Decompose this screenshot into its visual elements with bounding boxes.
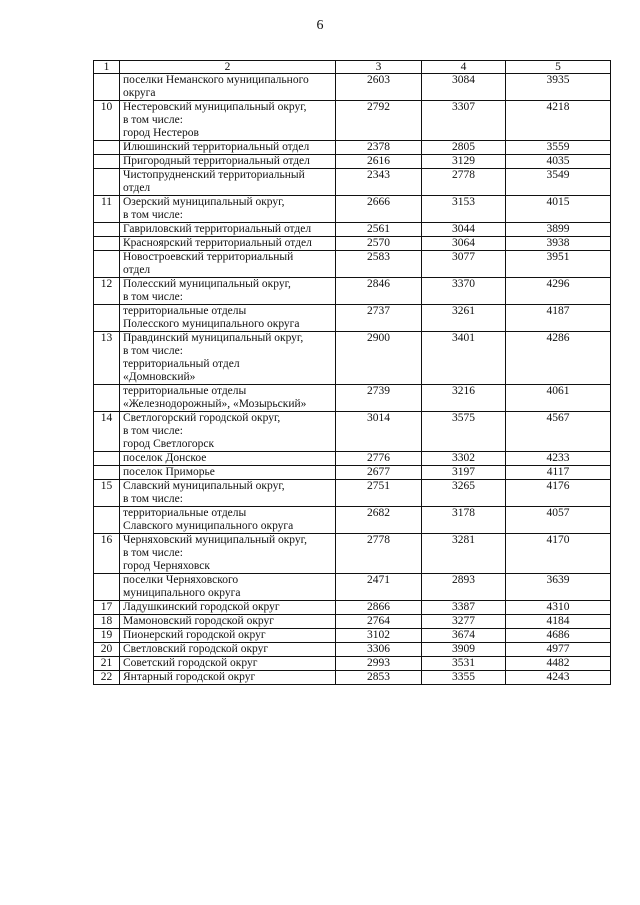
row-number: 17 (94, 601, 120, 615)
name-line: в том числе: (123, 425, 183, 437)
name-line: Пригородный территориальный отдел (123, 155, 310, 167)
name-line: Нестеровский муниципальный округ, (123, 101, 307, 113)
value-cell-v5: 4061 (506, 385, 611, 412)
value-cell-v4: 3401 (422, 332, 506, 385)
municipality-name (120, 507, 336, 534)
name-line: Мамоновский городской округ (123, 615, 274, 627)
name-line: в том числе: (123, 547, 183, 559)
value-cell-v4: 3674 (422, 629, 506, 643)
value-cell-v5: 4310 (506, 601, 611, 615)
row-number (94, 466, 120, 480)
name-line: Правдинский муниципальный округ, (123, 332, 304, 344)
value-cell-v3: 2378 (336, 141, 422, 155)
row-number (94, 452, 120, 466)
row-number (94, 155, 120, 169)
name-line: территориальный отдел (123, 358, 240, 370)
value-cell-v3: 2677 (336, 466, 422, 480)
value-cell-v3: 2853 (336, 671, 422, 685)
name-line: Полесский муниципальный округ, (123, 278, 291, 290)
row-number: 18 (94, 615, 120, 629)
value-cell-v5: 4482 (506, 657, 611, 671)
municipality-name (120, 223, 336, 237)
table-row (94, 237, 611, 251)
row-number: 15 (94, 480, 120, 507)
table-row (94, 507, 611, 534)
table-row (94, 332, 611, 385)
municipality-name (120, 332, 336, 385)
table-row (94, 223, 611, 237)
table-row (94, 251, 611, 278)
value-cell-v3: 3102 (336, 629, 422, 643)
municipality-name (120, 480, 336, 507)
table-row (94, 629, 611, 643)
value-cell-v4: 3084 (422, 74, 506, 101)
value-cell-v3: 2561 (336, 223, 422, 237)
municipality-name (120, 169, 336, 196)
value-cell-v3: 2471 (336, 574, 422, 601)
column-header: 1 (94, 61, 120, 74)
value-cell-v4: 3277 (422, 615, 506, 629)
row-number: 20 (94, 643, 120, 657)
row-number (94, 169, 120, 196)
table-row (94, 101, 611, 141)
municipality-name (120, 251, 336, 278)
table-row (94, 452, 611, 466)
value-cell-v5: 4057 (506, 507, 611, 534)
name-line: Полесского муниципального округа (123, 318, 300, 330)
table-row (94, 615, 611, 629)
value-cell-v5: 4243 (506, 671, 611, 685)
municipality-name (120, 141, 336, 155)
value-cell-v4: 3261 (422, 305, 506, 332)
value-cell-v3: 2764 (336, 615, 422, 629)
table-row (94, 141, 611, 155)
municipality-name (120, 196, 336, 223)
table-row (94, 657, 611, 671)
value-cell-v3: 2603 (336, 74, 422, 101)
municipality-name (120, 385, 336, 412)
municipality-name (120, 305, 336, 332)
value-cell-v4: 3153 (422, 196, 506, 223)
name-line: в том числе: (123, 345, 183, 357)
municipality-name (120, 155, 336, 169)
table-row (94, 412, 611, 452)
row-number: 19 (94, 629, 120, 643)
value-cell-v4: 3575 (422, 412, 506, 452)
municipality-name (120, 657, 336, 671)
name-line: отдел (123, 182, 151, 194)
table-body (94, 74, 611, 685)
value-cell-v4: 3077 (422, 251, 506, 278)
value-cell-v4: 3044 (422, 223, 506, 237)
row-number (94, 237, 120, 251)
column-header: 3 (336, 61, 422, 74)
column-header: 5 (506, 61, 611, 74)
value-cell-v5: 4686 (506, 629, 611, 643)
value-cell-v3: 2993 (336, 657, 422, 671)
value-cell-v5: 4176 (506, 480, 611, 507)
name-line: Славского муниципального округа (123, 520, 294, 532)
municipality-name (120, 574, 336, 601)
municipality-name (120, 615, 336, 629)
value-cell-v3: 2666 (336, 196, 422, 223)
value-cell-v4: 3281 (422, 534, 506, 574)
municipality-name (120, 629, 336, 643)
value-cell-v3: 2739 (336, 385, 422, 412)
value-cell-v4: 3216 (422, 385, 506, 412)
row-number (94, 507, 120, 534)
table-row (94, 196, 611, 223)
row-number: 11 (94, 196, 120, 223)
name-line: Чистопрудненский территориальный (123, 169, 305, 181)
value-cell-v5: 4286 (506, 332, 611, 385)
name-line: Советский городской округ (123, 657, 258, 669)
value-cell-v5: 3938 (506, 237, 611, 251)
municipality-name (120, 643, 336, 657)
row-number: 12 (94, 278, 120, 305)
value-cell-v3: 2583 (336, 251, 422, 278)
row-number (94, 74, 120, 101)
value-cell-v4: 3064 (422, 237, 506, 251)
name-line: город Черняховск (123, 560, 210, 572)
value-cell-v3: 3306 (336, 643, 422, 657)
table-row (94, 169, 611, 196)
name-line: Ладушкинский городской округ (123, 601, 280, 613)
value-cell-v5: 4296 (506, 278, 611, 305)
value-cell-v3: 2846 (336, 278, 422, 305)
row-number: 10 (94, 101, 120, 141)
name-line: Новостроевский территориальный (123, 251, 294, 263)
name-line: Светловский городской округ (123, 643, 269, 655)
name-line: в том числе: (123, 114, 183, 126)
value-cell-v3: 2737 (336, 305, 422, 332)
value-cell-v3: 2751 (336, 480, 422, 507)
name-line: Гавриловский территориальный отдел (123, 223, 312, 235)
name-line: Янтарный городской округ (123, 671, 256, 683)
name-line: «Железнодорожный», «Мозырьский» (123, 398, 307, 410)
table-row (94, 671, 611, 685)
value-cell-v3: 2792 (336, 101, 422, 141)
value-cell-v3: 2570 (336, 237, 422, 251)
municipality-name (120, 671, 336, 685)
municipality-name (120, 534, 336, 574)
row-number (94, 574, 120, 601)
value-cell-v3: 2866 (336, 601, 422, 615)
value-cell-v4: 3531 (422, 657, 506, 671)
row-number: 14 (94, 412, 120, 452)
name-line: в том числе: (123, 209, 183, 221)
name-line: город Нестеров (123, 127, 199, 139)
name-line: «Домновский» (123, 371, 196, 383)
municipality-name (120, 466, 336, 480)
value-cell-v5: 4567 (506, 412, 611, 452)
row-number (94, 141, 120, 155)
value-cell-v4: 3307 (422, 101, 506, 141)
value-cell-v5: 4187 (506, 305, 611, 332)
table-row (94, 385, 611, 412)
row-number: 22 (94, 671, 120, 685)
row-number (94, 305, 120, 332)
value-cell-v5: 4035 (506, 155, 611, 169)
name-line: Озерский муниципальный округ, (123, 196, 285, 208)
name-line: Черняховский муниципальный округ, (123, 534, 307, 546)
value-cell-v4: 3302 (422, 452, 506, 466)
table-row (94, 305, 611, 332)
value-cell-v4: 2778 (422, 169, 506, 196)
name-line: Славский муниципальный округ, (123, 480, 285, 492)
value-cell-v5: 4977 (506, 643, 611, 657)
value-cell-v4: 3909 (422, 643, 506, 657)
value-cell-v3: 2343 (336, 169, 422, 196)
name-line: поселки Черняховского (123, 574, 239, 586)
value-cell-v3: 2778 (336, 534, 422, 574)
row-number (94, 251, 120, 278)
table-row (94, 466, 611, 480)
name-line: в том числе: (123, 493, 183, 505)
table-row (94, 278, 611, 305)
name-line: поселки Неманского муниципального (123, 74, 309, 86)
name-line: отдел (123, 264, 151, 276)
value-cell-v4: 3197 (422, 466, 506, 480)
value-cell-v5: 3559 (506, 141, 611, 155)
value-cell-v4: 3355 (422, 671, 506, 685)
municipality-name (120, 278, 336, 305)
table-row (94, 480, 611, 507)
value-cell-v3: 2616 (336, 155, 422, 169)
name-line: поселок Приморье (123, 466, 215, 478)
name-line: поселок Донское (123, 452, 207, 464)
name-line: территориальные отделы (123, 305, 247, 317)
row-number (94, 223, 120, 237)
value-cell-v5: 3935 (506, 74, 611, 101)
municipality-name (120, 74, 336, 101)
value-cell-v5: 4170 (506, 534, 611, 574)
header-row (94, 61, 611, 74)
value-cell-v3: 2776 (336, 452, 422, 466)
name-line: Илюшинский территориальный отдел (123, 141, 310, 153)
name-line: в том числе: (123, 291, 183, 303)
table-row (94, 155, 611, 169)
value-cell-v3: 2682 (336, 507, 422, 534)
value-cell-v3: 3014 (336, 412, 422, 452)
row-number (94, 385, 120, 412)
table-row (94, 643, 611, 657)
table-row (94, 574, 611, 601)
value-cell-v5: 3549 (506, 169, 611, 196)
value-cell-v4: 3370 (422, 278, 506, 305)
value-cell-v4: 3129 (422, 155, 506, 169)
data-table (93, 60, 611, 685)
name-line: муниципального округа (123, 587, 241, 599)
value-cell-v5: 4233 (506, 452, 611, 466)
value-cell-v5: 4218 (506, 101, 611, 141)
table-row (94, 534, 611, 574)
value-cell-v3: 2900 (336, 332, 422, 385)
name-line: Красноярский территориальный отдел (123, 237, 312, 249)
value-cell-v5: 4015 (506, 196, 611, 223)
row-number: 13 (94, 332, 120, 385)
name-line: Светлогорский городской округ, (123, 412, 281, 424)
municipality-name (120, 412, 336, 452)
value-cell-v4: 2805 (422, 141, 506, 155)
name-line: территориальные отделы (123, 385, 247, 397)
value-cell-v5: 4184 (506, 615, 611, 629)
value-cell-v5: 3639 (506, 574, 611, 601)
value-cell-v5: 4117 (506, 466, 611, 480)
value-cell-v5: 3899 (506, 223, 611, 237)
name-line: город Светлогорск (123, 438, 215, 450)
value-cell-v4: 3387 (422, 601, 506, 615)
municipality-name (120, 237, 336, 251)
municipality-name (120, 101, 336, 141)
value-cell-v5: 3951 (506, 251, 611, 278)
table-row (94, 601, 611, 615)
municipality-name (120, 452, 336, 466)
value-cell-v4: 3178 (422, 507, 506, 534)
name-line: округа (123, 87, 156, 99)
column-header: 4 (422, 61, 506, 74)
page-number: 6 (316, 18, 324, 33)
municipality-name (120, 601, 336, 615)
column-header: 2 (120, 61, 336, 74)
table-row (94, 74, 611, 101)
row-number: 21 (94, 657, 120, 671)
value-cell-v4: 3265 (422, 480, 506, 507)
value-cell-v4: 2893 (422, 574, 506, 601)
name-line: территориальные отделы (123, 507, 247, 519)
row-number: 16 (94, 534, 120, 574)
name-line: Пионерский городской округ (123, 629, 266, 641)
